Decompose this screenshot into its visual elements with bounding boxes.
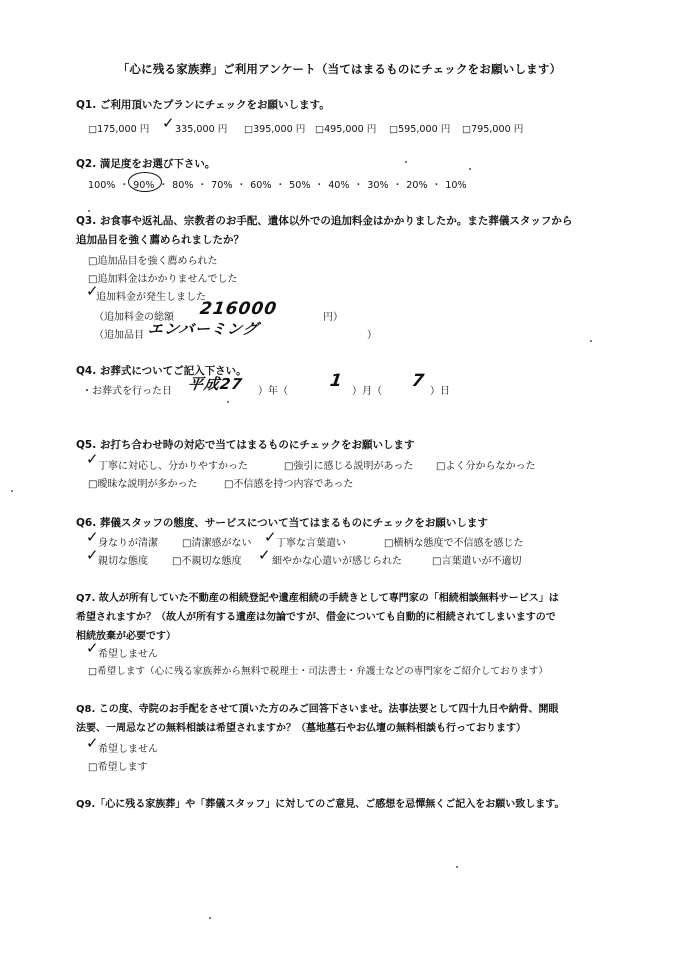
scan-speck — [209, 917, 211, 919]
q5-option-clear[interactable]: 丁寧に対応し、分かりやすかった — [98, 461, 248, 472]
q7-option-decline[interactable]: 希望しません — [98, 649, 158, 660]
q6-heading: Q6. 葬儀スタッフの態度、サービスについて当てはまるものにチェックをお願いします — [76, 517, 488, 529]
q1-heading: Q1. ご利用頂いたプランにチェックをお願いします。 — [76, 99, 330, 111]
q5-option-distrust[interactable]: □不信感を持つ内容であった — [224, 479, 354, 490]
q6-option-attentive[interactable]: 細やかな心遣いが感じられた — [272, 556, 402, 567]
q3-option-no-extra[interactable]: □追加料金はかかりませんでした — [88, 274, 238, 285]
q6-option-arrogant[interactable]: □横柄な態度で不信感を感じた — [384, 538, 524, 549]
q3-item-label: （追加品目 — [94, 330, 144, 341]
q5-heading: Q5. お打ち合わせ時の対応で当てはまるものにチェックをお願いします — [76, 439, 415, 451]
q6-option-clean[interactable]: 身なりが清潔 — [98, 538, 158, 549]
scan-speck — [227, 401, 229, 403]
q5-option-pushy[interactable]: □強引に感じる説明があった — [284, 461, 414, 472]
q3-item-close: ） — [367, 330, 377, 341]
q9-comment-area[interactable] — [76, 815, 606, 935]
q2-satisfaction-scale[interactable]: 100% ・ 90% ・ 80% ・ 70% ・ 60% ・ 50% ・ 40% ・ 30% ・ 20% ・ 10% — [88, 180, 467, 191]
q6-check-mark-3: ✓ — [86, 546, 99, 564]
scan-speck — [88, 210, 90, 212]
q3-item-handwritten: エンバーミング — [146, 320, 260, 338]
q6-check-mark-1: ✓ — [86, 528, 99, 546]
survey-title: 「心に残る家族葬」ご利用アンケート（当てはまるものにチェックをお願いします） — [117, 62, 562, 76]
q8-check-mark: ✓ — [86, 734, 99, 752]
q2-selected-circle — [128, 172, 162, 192]
scan-speck — [590, 340, 592, 342]
q6-option-kind[interactable]: 親切な態度 — [98, 556, 148, 567]
scan-speck — [456, 866, 458, 868]
q4-month-handwritten: 1 — [328, 371, 345, 391]
q4-month-suffix: ）月（ — [352, 386, 382, 397]
q3-heading-line1: Q3. お食事や返礼品、宗教者のお手配、遺体以外での追加料金はかかりましたか。また葬儀スタッフから — [76, 215, 573, 227]
q6-check-mark-4: ✓ — [258, 546, 271, 564]
q8-heading-line2: 法要、一周忌などの無料相談は希望されますか？（墓地墓石やお仏壇の無料相談も行っております） — [76, 723, 526, 734]
q7-heading-line2: 希望されますか？（故人が所有する遺産は勿論ですが、借金についても自動的に相続されてしまいますので — [76, 612, 556, 623]
q8-heading-line1: Q8. この度、寺院のお手配をさせて頂いた方のみご回答下さいませ。法事法要として四十九日や納骨、開眼 — [76, 704, 559, 715]
q1-check-mark: ✓ — [162, 114, 175, 132]
q8-option-request[interactable]: □希望します — [88, 762, 148, 773]
q2-heading: Q2. 満足度をお選び下さい。 — [76, 158, 216, 170]
q3-amount-handwritten: 216000 — [198, 299, 279, 319]
q1-option-335000[interactable]: 335,000 円 — [175, 124, 228, 135]
q7-heading-line3: 相続放棄が必要です） — [76, 631, 176, 642]
scan-speck — [405, 161, 407, 163]
q8-option-decline[interactable]: 希望しません — [98, 744, 158, 755]
q4-era-handwritten: 平成27 — [186, 375, 245, 393]
q4-day-handwritten: 7 — [410, 371, 427, 391]
q5-check-mark: ✓ — [86, 450, 99, 468]
q5-option-unclear[interactable]: □よく分からなかった — [436, 461, 536, 472]
q6-check-mark-2: ✓ — [264, 528, 277, 546]
q9-heading: Q9.「心に残る家族葬」や「葬儀スタッフ」に対してのご意見、ご感想を忌憚無くご記入をお願い致します。 — [76, 799, 565, 810]
q1-option-595000[interactable]: □595,000 円 — [389, 124, 451, 135]
scan-speck — [11, 490, 13, 492]
q7-heading-line1: Q7. 故人が所有していた不動産の相続登記や遺産相続の手続きとして専門家の「相続相談無料サービス」は — [76, 593, 559, 604]
q4-day-suffix: ）日 — [430, 386, 450, 397]
q4-heading: Q4. お葬式についてご記入下さい。 — [76, 365, 247, 377]
q3-option-extra-charged[interactable]: 追加料金が発生しました — [96, 292, 206, 303]
q7-check-mark: ✓ — [86, 639, 99, 657]
q4-year-suffix: ）年（ — [258, 386, 288, 397]
q3-option-recommended[interactable]: □追加品目を強く薦められた — [88, 256, 218, 267]
q7-option-request[interactable]: □希望します（心に残る家族葬から無料で税理士・司法書士・弁護士などの専門家をご紹介しております） — [88, 666, 548, 677]
q6-option-polite-speech[interactable]: 丁寧な言葉遣い — [276, 538, 346, 549]
q6-option-unclean[interactable]: □清潔感がない — [182, 538, 252, 549]
q1-option-395000[interactable]: □395,000 円 — [244, 124, 306, 135]
q1-option-795000[interactable]: □795,000 円 — [462, 124, 524, 135]
q3-check-mark: ✓ — [86, 282, 99, 300]
q3-amount-unit: 円） — [323, 312, 343, 323]
q6-option-improper-speech[interactable]: □言葉遣いが不適切 — [432, 556, 522, 567]
q1-option-175000[interactable]: □175,000 円 — [88, 124, 150, 135]
scan-speck — [469, 168, 471, 170]
q3-amount-label: （追加料金の総額 — [94, 312, 174, 323]
q3-heading-line2: 追加品目を強く薦められましたか？ — [76, 234, 244, 246]
q5-option-vague[interactable]: □曖昧な説明が多かった — [88, 479, 198, 490]
q6-option-unkind[interactable]: □不親切な態度 — [172, 556, 242, 567]
q1-option-495000[interactable]: □495,000 円 — [315, 124, 377, 135]
q4-date-label: ・お葬式を行った日 — [82, 386, 172, 397]
